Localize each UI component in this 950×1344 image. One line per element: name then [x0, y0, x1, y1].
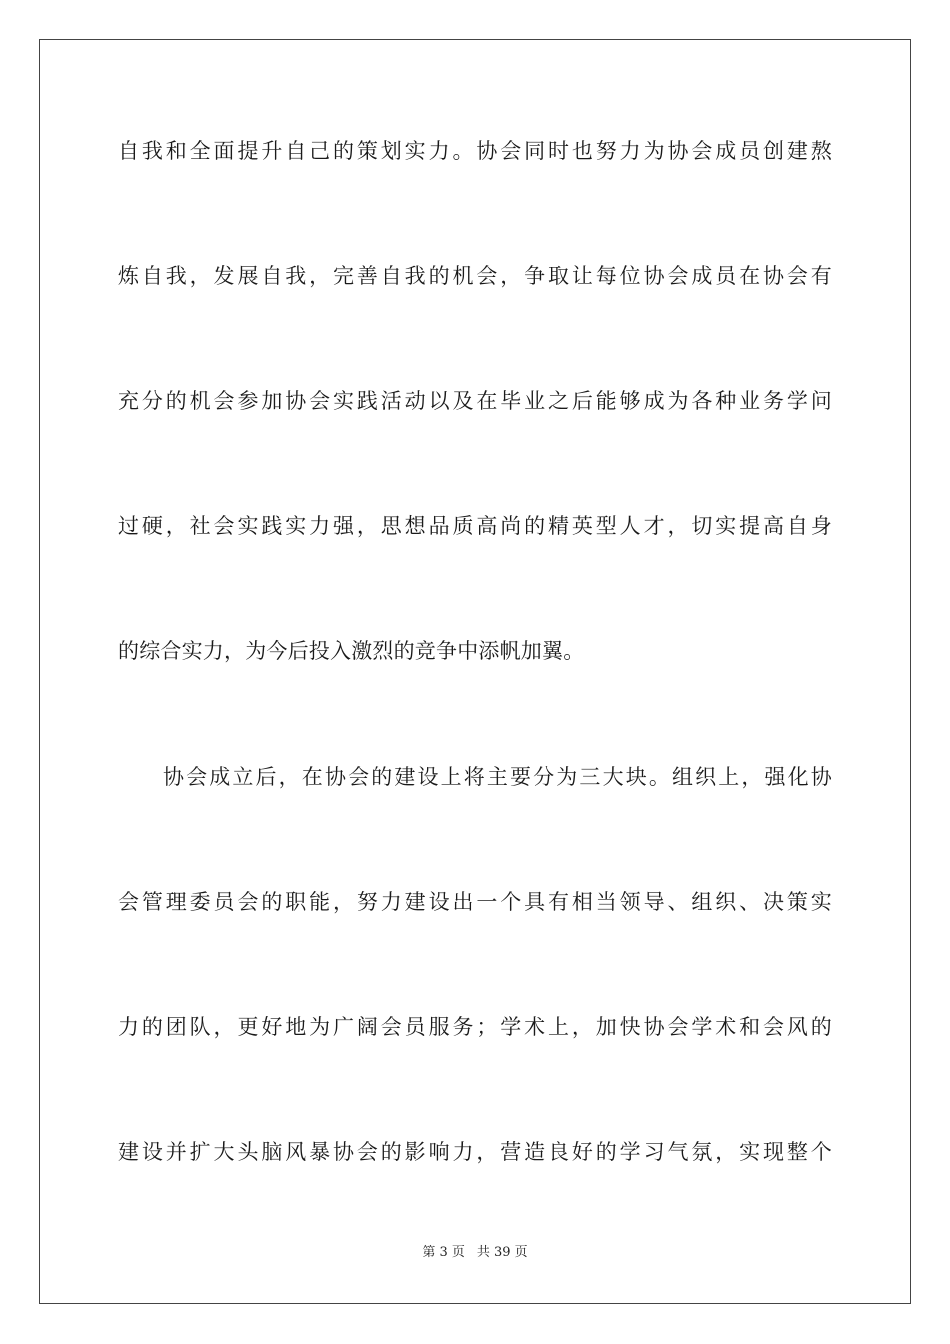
- text-line: 会管理委员会的职能，努力建设出一个具有相当领导、组织、决策实: [118, 890, 832, 914]
- page-number: 第 3 页: [422, 1245, 465, 1260]
- text-line: 建设并扩大头脑风暴协会的影响力，营造良好的学习气氛，实现整个: [118, 1140, 832, 1164]
- paragraph-first-line: 协会成立后，在协会的建设上将主要分为三大块。组织上，强化协: [163, 765, 832, 789]
- page-footer: [0, 1244, 950, 1262]
- text-line: 炼自我，发展自我，完善自我的机会，争取让每位协会成员在协会有: [118, 264, 832, 288]
- text-line: 过硬，社会实践实力强，思想品质高尚的精英型人才，切实提高自身: [118, 514, 832, 538]
- text-line: 自我和全面提升自己的策划实力。协会同时也努力为协会成员创建熬: [118, 139, 832, 163]
- text-line: 充分的机会参加协会实践活动以及在毕业之后能够成为各种业务学问: [118, 389, 832, 413]
- text-line: 力的团队，更好地为广阔会员服务；学术上，加快协会学术和会风的: [118, 1015, 832, 1039]
- page-total: 共 39 页: [476, 1245, 528, 1260]
- page-border: [39, 39, 911, 1304]
- text-line: 的综合实力，为今后投入激烈的竞争中添帆加翼。: [118, 639, 585, 663]
